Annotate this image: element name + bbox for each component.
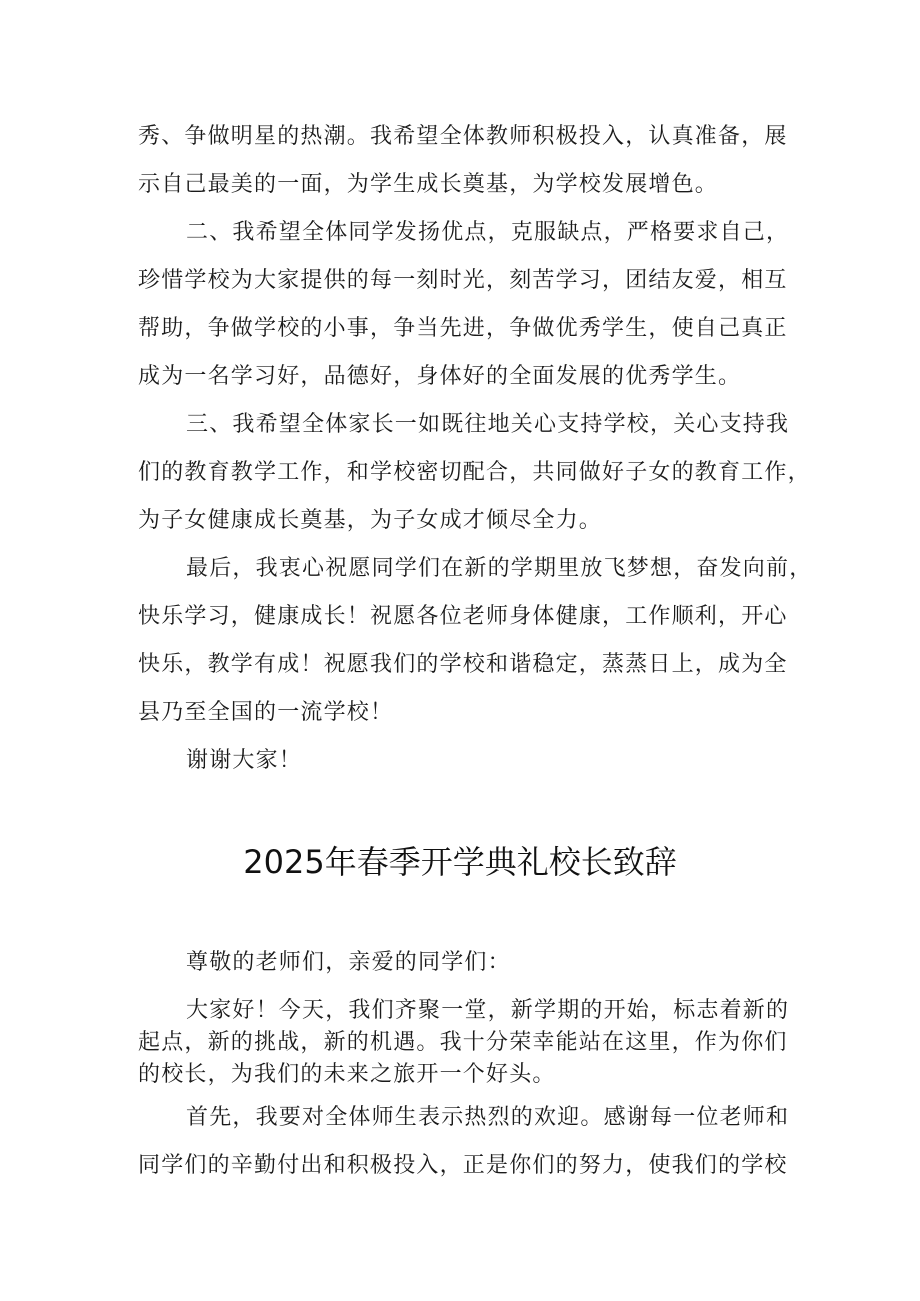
paragraph-first-line: 最后，我衷心祝愿同学们在新的学期里放飞梦想，奋发向前， [186, 556, 813, 581]
body-line: 们的教育教学工作，和学校密切配合，共同做好子女的教育工作， [138, 460, 811, 485]
body-line: 帮助，争做学校的小事，争当先进，争做优秀学生，使自己真正 [138, 316, 788, 341]
body-line: 示自己最美的一面，为学生成长奠基，为学校发展增色。 [138, 172, 719, 197]
paragraph-first-line: 首先，我要对全体师生表示热烈的欢迎。感谢每一位老师和 [186, 1105, 790, 1130]
body-line: 的校长，为我们的未来之旅开一个好头。 [138, 1062, 556, 1087]
paragraph-first-line: 三、我希望全体家长一如既往地关心支持学校，关心支持我 [186, 412, 790, 437]
body-line: 快乐学习，健康成长！祝愿各位老师身体健康，工作顺利，开心 [138, 604, 788, 629]
salutation-line: 尊敬的老师们，亲爱的同学们： [186, 950, 511, 975]
body-line: 珍惜学校为大家提供的每一刻时光，刻苦学习，团结友爱，相互 [138, 268, 788, 293]
body-line: 同学们的辛勤付出和积极投入，正是你们的努力，使我们的学校 [138, 1153, 788, 1178]
paragraph-first-line: 二、我希望全体同学发扬优点，克服缺点，严格要求自己， [186, 220, 790, 245]
closing-line: 谢谢大家！ [186, 748, 303, 773]
body-line: 成为一名学习好，品德好，身体好的全面发展的优秀学生。 [138, 364, 742, 389]
body-line: 秀、争做明星的热潮。我希望全体教师积极投入，认真准备，展 [138, 124, 788, 149]
body-line: 快乐，教学有成！祝愿我们的学校和谐稳定，蒸蒸日上，成为全 [138, 652, 788, 677]
body-line: 为子女健康成长奠基，为子女成才倾尽全力。 [138, 508, 603, 533]
body-line: 县乃至全国的一流学校！ [138, 700, 394, 725]
paragraph-first-line: 大家好！今天，我们齐聚一堂，新学期的开始，标志着新的 [186, 998, 790, 1023]
body-line: 起点，新的挑战，新的机遇。我十分荣幸能站在这里，作为你们 [138, 1030, 788, 1055]
speech-title: 2025年春季开学典礼校长致辞 [243, 843, 677, 881]
